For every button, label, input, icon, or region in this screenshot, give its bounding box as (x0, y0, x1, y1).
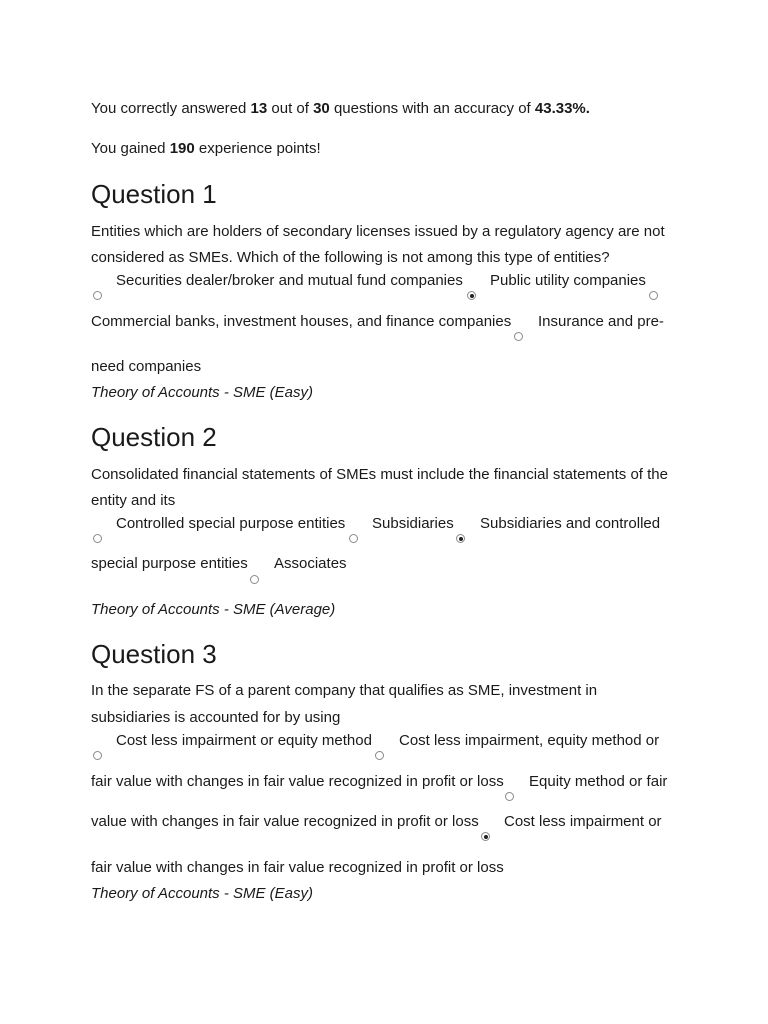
answer-option-label: Associates (274, 555, 347, 572)
answer-radio[interactable] (250, 575, 259, 584)
correct-count: 13 (250, 100, 268, 117)
question-prompt: entity and its (91, 492, 176, 509)
answer-option-label: fair value with changes in fair value recognized in profit or loss (91, 773, 504, 790)
answer-option-label: Cost less impairment or (504, 813, 662, 830)
answer-option-label: Cost less impairment or equity method (116, 732, 372, 749)
answer-option-label: Commercial banks, investment houses, and finance companies (91, 313, 512, 330)
question-heading: Question 2 (91, 422, 217, 452)
question-prompt: subsidiaries is accounted for by using (91, 709, 341, 726)
answer-option-label: Securities dealer/broker and mutual fund companies (116, 272, 463, 289)
experience-points: 190 (169, 140, 195, 157)
question-category: Theory of Accounts - SME (Easy) (91, 885, 314, 902)
answer-radio-selected[interactable] (456, 534, 465, 543)
answer-radio[interactable] (93, 291, 102, 300)
answer-option-label: value with changes in fair value recognized in profit or loss (91, 813, 479, 830)
answer-radio[interactable] (93, 751, 102, 760)
summary-text: out of (267, 100, 314, 117)
answer-option-label: Controlled special purpose entities (116, 515, 346, 532)
answer-option-label: Cost less impairment, equity method or (399, 732, 660, 749)
question-heading: Question 1 (91, 179, 217, 209)
answer-radio-selected[interactable] (467, 291, 476, 300)
answer-option-label: special purpose entities (91, 555, 248, 572)
accuracy-value: 43.33%. (534, 100, 590, 117)
summary-text: questions with an accuracy of (329, 100, 535, 117)
answer-radio-selected[interactable] (481, 832, 490, 841)
answer-radio[interactable] (349, 534, 358, 543)
answer-option-label: Subsidiaries (372, 515, 454, 532)
question-category: Theory of Accounts - SME (Average) (91, 601, 336, 618)
summary-text: experience points! (194, 140, 321, 157)
answer-radio[interactable] (375, 751, 384, 760)
answer-radio[interactable] (649, 291, 658, 300)
answer-option-label: Public utility companies (490, 272, 646, 289)
answer-option-label: fair value with changes in fair value recognized in profit or loss (91, 859, 504, 876)
question-heading: Question 3 (91, 639, 217, 669)
question-prompt: considered as SMEs. Which of the following is not among this type of entities? (91, 249, 610, 266)
answer-option-label: Equity method or fair (529, 773, 668, 790)
answer-option-label: Subsidiaries and controlled (480, 515, 661, 532)
question-prompt: In the separate FS of a parent company that qualifies as SME, investment in (91, 682, 598, 699)
answer-radio[interactable] (505, 792, 514, 801)
answer-radio[interactable] (93, 534, 102, 543)
summary-text: You gained (91, 140, 170, 157)
question-prompt: Consolidated financial statements of SMEs must include the financial statements of the (91, 466, 668, 483)
experience-summary (91, 140, 321, 158)
total-count: 30 (313, 100, 330, 117)
question-category: Theory of Accounts - SME (Easy) (91, 384, 314, 401)
question-prompt: Entities which are holders of secondary licenses issued by a regulatory agency are not (91, 223, 665, 240)
answer-option-label: need companies (91, 358, 202, 375)
summary-text: You correctly answered (91, 100, 251, 117)
answer-radio[interactable] (514, 332, 523, 341)
answer-option-label: Insurance and pre- (538, 313, 664, 330)
score-summary (91, 100, 590, 118)
